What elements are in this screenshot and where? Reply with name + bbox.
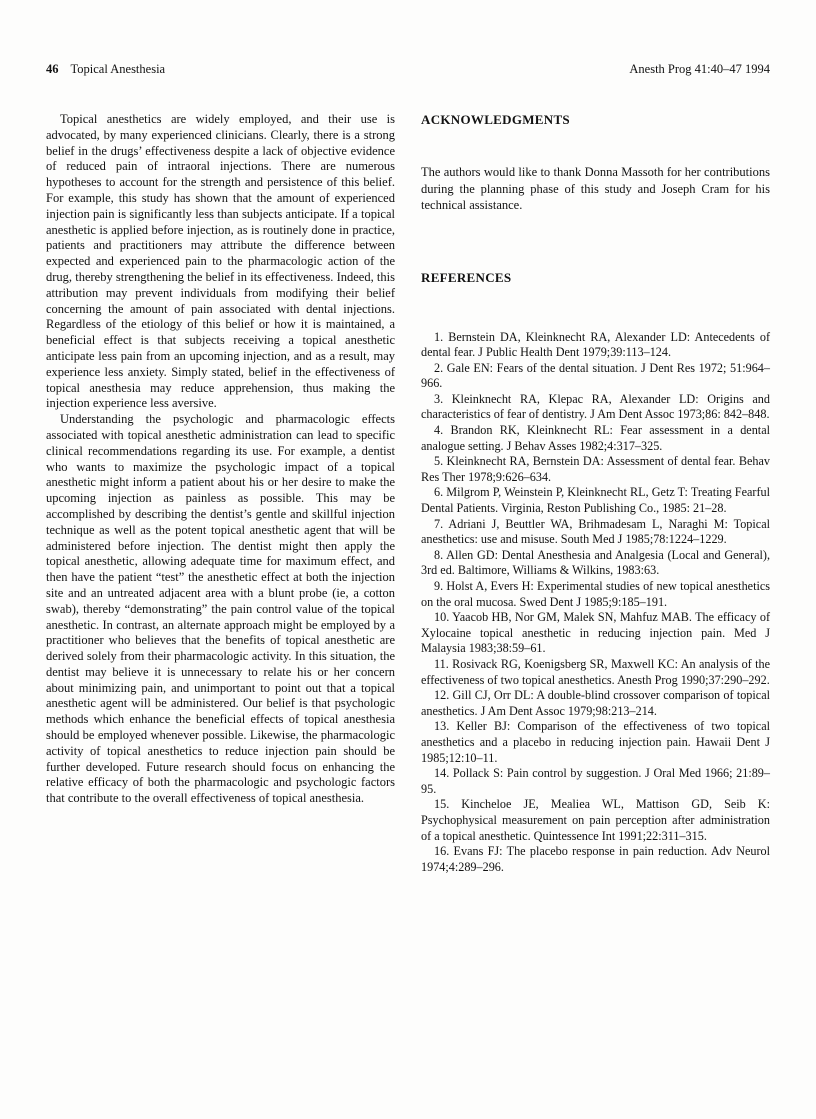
- reference-item: 7. Adriani J, Beuttler WA, Brihmadesam L, Naraghi M: Topical anesthetics: use and misuse. South Med J 1985;78:1224–1229.: [421, 516, 770, 547]
- page-header: [46, 62, 770, 77]
- acknowledgments-text: The authors would like to thank Donna Massoth for her contributions during the planning phase of this study and Joseph Cram for his technical assistance.: [421, 165, 770, 212]
- reference-item: 9. Holst A, Evers H: Experimental studies of new topical anesthetics on the oral mucosa. Swed Dent J 1985;9:185–191.: [421, 579, 770, 609]
- reference-item: 13. Keller BJ: Comparison of the effectiveness of two topical anesthetics and a placebo in reducing injection pain. Hawaii Dent J 1985;12:10–11.: [421, 719, 770, 765]
- reference-item: 11. Rosivack RG, Koenigsberg SR, Maxwell KC: An analysis of the effectiveness of two topical anesthetics. Anesth Prog 1990;37:290–292.: [421, 656, 770, 687]
- running-head-left: [46, 62, 165, 77]
- reference-item: 2. Gale EN: Fears of the dental situation. J Dent Res 1972; 51:964–966.: [421, 360, 770, 391]
- reference-item: 3. Kleinknecht RA, Klepac RA, Alexander LD: Origins and characteristics of fear of dentistry. J Am Dent Assoc 1973;86: 842–848.: [421, 391, 770, 422]
- journal-citation: Anesth Prog 41:40–47 1994: [629, 62, 770, 76]
- reference-item: 15. Kincheloe JE, Mealiea WL, Mattison GD, Seib K: Psychophysical measurement on pain perception after administration of a topical anesthetic. Quintessence Int 1991;22:311–315.: [421, 797, 770, 843]
- acknowledgments-heading: ACKNOWLEDGMENTS: [421, 112, 570, 127]
- discussion-paragraph-2: Understanding the psychologic and pharmacologic effects associated with topical anesthetic administration can lead to specific clinical recommendations regarding its use. For example, a dentist who wants to maximize the psychologic impact of a topical anesthetic might inform a patient about his or her desire to make the upcoming injection as painless as possible. This may be accomplished by describing the dentist’s gentle and skillful injection technique as well as the potent topical anesthetic agent that will be administered before injection. The dentist might then apply the topical anesthetic, allowing adequate time for maximum effect, and then have the patient “test” the anesthetic effect at both the injection site and an untreated adjacent area with a blunt probe (ie, a cotton swab), thereby “demonstrating” the pain control value of the topical anesthetic. In contrast, an alternate approach might be employed by a practitioner who believes that the benefits of topical anesthetic are derived solely from their pharmacologic activity. In this situation, the dentist may believe it is unnecessary to relate his or her concern about minimizing pain, and unimportant to point out that a topical anesthetic agent will be administered. Our belief is that psychologic methods which enhance the beneficial effects of topical anesthesia should be employed whenever possible. Likewise, the pharmacologic activity of topical anesthetics to reduce injection pain should be further developed. Future research should focus on enhancing the relative efficacy of both the pharmacologic and psychologic factors that contribute to the overall effectiveness of topical anesthesia.: [46, 412, 395, 806]
- page-number: 46: [46, 62, 59, 76]
- reference-item: 1. Bernstein DA, Kleinknecht RA, Alexander LD: Antecedents of dental fear. J Public Health Dent 1979;39:113–124.: [421, 329, 770, 360]
- references-heading: REFERENCES: [421, 269, 512, 285]
- reference-item: 14. Pollack S: Pain control by suggestion. J Oral Med 1966; 21:89–95.: [421, 766, 770, 796]
- reference-item: 8. Allen GD: Dental Anesthesia and Analgesia (Local and General), 3rd ed. Baltimore, Williams & Wilkins, 1983:63.: [421, 547, 770, 578]
- reference-item: 6. Milgrom P, Weinstein P, Kleinknecht RL, Getz T: Treating Fearful Dental Patients. Virginia, Reston Publishing Co., 1985: 21–28.: [421, 485, 770, 516]
- reference-item: 4. Brandon RK, Kleinknecht RL: Fear assessment in a dental analogue setting. J Behav Asses 1982;4:317–325.: [421, 423, 770, 453]
- discussion-paragraph-1: Topical anesthetics are widely employed, and their use is advocated, by many experienced clinicians. Clearly, there is a strong belief in the drugs’ effectiveness despite a lack of objective evidence of reduced pain of intraoral injections. There are numerous hypotheses to account for the strength and persistence of this belief. For example, this study has shown that the amount of experienced injection pain is significantly less than subjects anticipate. If a topical anesthetic is applied before injection, as is routinely done in practice, patients and practitioners may attribute the difference between expected and experienced pain to the pharmacologic action of the drug, thereby strengthening the belief in its effectiveness. Indeed, this attribution may prevent individuals from modifying their belief concerning the amount of pain associated with dental injections. Regardless of the etiology of this belief or how it is maintained, a beneficial effect is that subjects receiving a topical anesthetic anticipate less pain from an upcoming injection, and as a result, may experience less anxiety. Simply stated, belief in the effectiveness of topical anesthesia may reduce apprehension, thus making the injection experience less aversive.: [46, 112, 395, 411]
- reference-item: 5. Kleinknecht RA, Bernstein DA: Assessment of dental fear. Behav Res Ther 1978;9:626–634.: [421, 454, 770, 484]
- right-column: [421, 112, 770, 875]
- reference-item: 16. Evans FJ: The placebo response in pain reduction. Adv Neurol 1974;4:289–296.: [421, 844, 770, 874]
- left-column: [46, 112, 395, 807]
- reference-item: 12. Gill CJ, Orr DL: A double-blind crossover comparison of topical anesthetics. J Am Dent Assoc 1979;98:213–214.: [421, 688, 770, 718]
- running-title: Topical Anesthesia: [70, 62, 166, 76]
- reference-list: [421, 330, 770, 876]
- two-column-body: [46, 112, 770, 875]
- reference-item: 10. Yaacob HB, Nor GM, Malek SN, Mahfuz MAB. The efficacy of Xylocaine topical anesthetic in reducing injection pain. Med J Malaysia 1983;38:59–61.: [421, 610, 770, 656]
